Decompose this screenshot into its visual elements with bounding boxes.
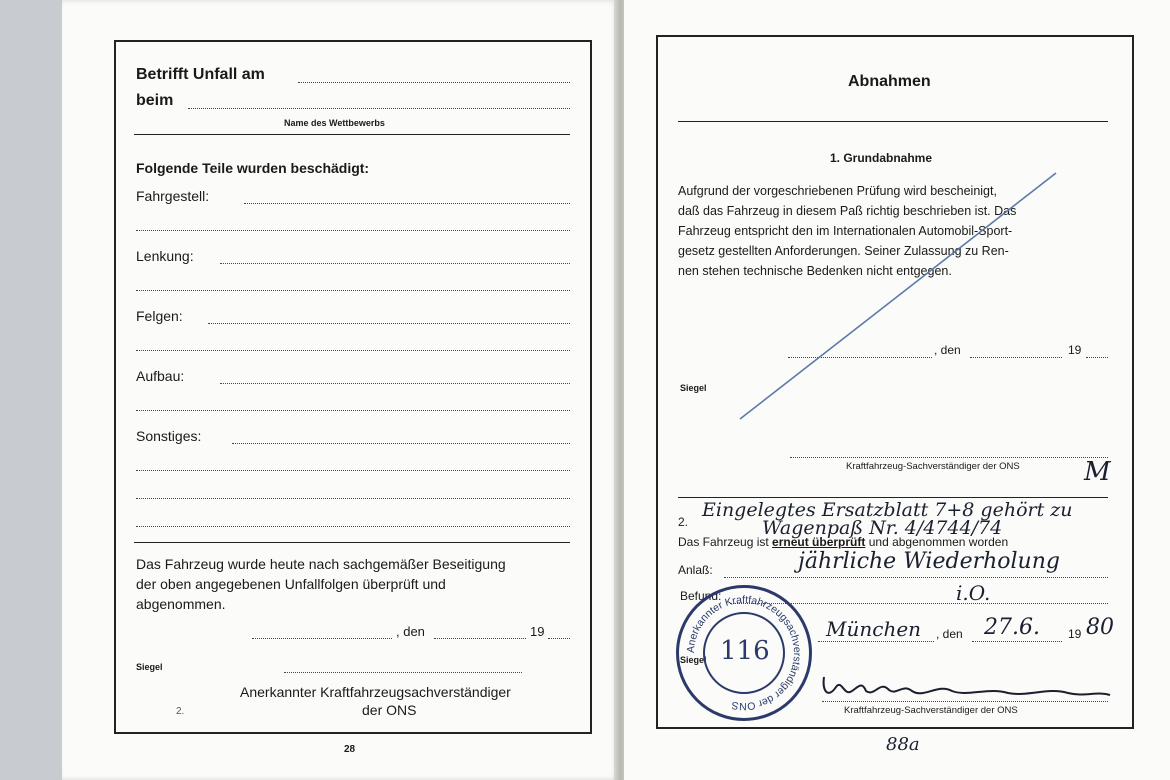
section1-line-1: Aufgrund der vorgeschriebenen Prüfung wird bescheinigt, bbox=[678, 184, 997, 198]
date-day-line[interactable] bbox=[434, 638, 526, 639]
s2-signature-line[interactable] bbox=[822, 701, 1108, 702]
s2-city: München bbox=[826, 617, 922, 641]
date-place-line[interactable] bbox=[252, 638, 392, 639]
s2-date-day: 27.6. bbox=[984, 615, 1040, 640]
s1-date-19: 19 bbox=[1068, 343, 1082, 357]
page-title: Abnahmen bbox=[848, 73, 931, 90]
signature-stroke bbox=[824, 677, 1110, 695]
event-line[interactable] bbox=[188, 108, 570, 109]
event-caption: Name des Wettbewerbs bbox=[284, 118, 385, 128]
section1-line-4: gesetz gestellten Anforderungen. Seiner Zulassung zu Ren- bbox=[678, 244, 1009, 258]
field-body-line[interactable] bbox=[220, 383, 570, 384]
s2-date-place-line[interactable] bbox=[818, 641, 934, 642]
closing-text bbox=[136, 554, 506, 614]
date-den: , den bbox=[396, 624, 425, 639]
section2-divider bbox=[678, 497, 1108, 498]
seal-label: Siegel bbox=[136, 662, 163, 672]
stamp-ring-path: Anerkannter Kraftfahrzeugsachverständiger der ONS bbox=[684, 593, 804, 713]
section2-text bbox=[678, 535, 1008, 549]
signer-line-2: der ONS bbox=[362, 702, 417, 718]
anlass-value: jährliche Wiederholung bbox=[798, 549, 1060, 574]
section1-title: 1. Grundabnahme bbox=[830, 151, 933, 165]
field-chassis-line-2[interactable] bbox=[136, 230, 570, 231]
closing-line-1: Das Fahrzeug wurde heute nach sachgemäßer Beseitigung bbox=[136, 556, 506, 572]
section2-number: 2. bbox=[678, 515, 689, 529]
befund-label: Befund: bbox=[680, 589, 722, 603]
field-other-line-4[interactable] bbox=[136, 526, 570, 527]
closing-line-3: abgenommen. bbox=[136, 596, 226, 612]
section2-text-c: und abgenommen worden bbox=[865, 535, 1009, 549]
section2-text-b: erneut überprüft bbox=[772, 535, 866, 549]
section1-line-2: daß das Fahrzeug in diesem Paß richtig beschrieben ist. Das bbox=[678, 204, 1017, 218]
s2-date-den: , den bbox=[936, 627, 963, 641]
hand-line-1: Eingelegtes Ersatzblatt 7+8 gehört zu bbox=[702, 499, 1073, 521]
left-page bbox=[62, 0, 618, 780]
field-steering-label: Lenkung: bbox=[136, 248, 194, 264]
event-label: beim bbox=[136, 92, 174, 109]
s2-date-day-line[interactable] bbox=[972, 641, 1062, 642]
right-page bbox=[624, 0, 1170, 780]
s1-signer: Kraftfahrzeug-Sachverständiger der ONS bbox=[846, 461, 1020, 472]
field-other-line-3[interactable] bbox=[136, 498, 570, 499]
closing-divider bbox=[134, 542, 570, 543]
befund-value: i.O. bbox=[956, 581, 991, 605]
margin-mark: 2. bbox=[176, 706, 185, 717]
hand-line-2: Wagenpaß Nr. 4/4744/74 bbox=[762, 517, 1003, 539]
field-steering-line[interactable] bbox=[220, 263, 570, 264]
official-stamp bbox=[676, 585, 812, 721]
field-rims-line[interactable] bbox=[208, 323, 570, 324]
field-steering-line-2[interactable] bbox=[136, 290, 570, 291]
field-other-label: Sonstiges: bbox=[136, 428, 202, 444]
s1-seal-label: Siegel bbox=[680, 383, 707, 393]
field-other-line-2[interactable] bbox=[136, 470, 570, 471]
signature-line[interactable] bbox=[284, 672, 522, 673]
s2-seal-label: Siegel bbox=[680, 655, 707, 665]
right-form-frame bbox=[656, 35, 1134, 729]
anlass-label: Anlaß: bbox=[678, 563, 713, 577]
date-19: 19 bbox=[530, 624, 545, 639]
section1-line-5: nen stehen technische Bedenken nicht entgegen. bbox=[678, 264, 952, 278]
field-body-line-2[interactable] bbox=[136, 410, 570, 411]
date-year-line[interactable] bbox=[548, 638, 570, 639]
field-rims-line-2[interactable] bbox=[136, 350, 570, 351]
s2-date-19: 19 bbox=[1068, 627, 1082, 641]
anlass-line[interactable] bbox=[724, 577, 1108, 578]
signer-line-1: Anerkannter Kraftfahrzeugsachverständiger bbox=[240, 684, 511, 700]
s2-date-year: 80 bbox=[1086, 615, 1114, 640]
field-body-label: Aufbau: bbox=[136, 368, 185, 384]
strike-line bbox=[740, 173, 1056, 419]
section1-line-3: Fahrzeug entspricht den im Internationalen Automobil-Sport- bbox=[678, 224, 1013, 238]
s1-initials: M bbox=[1084, 457, 1111, 487]
left-form-frame bbox=[114, 40, 592, 734]
section2-text-a: Das Fahrzeug ist bbox=[678, 535, 773, 549]
s1-date-den: , den bbox=[934, 343, 961, 357]
s2-signer: Kraftfahrzeug-Sachverständiger der ONS bbox=[844, 705, 1018, 716]
damage-title: Folgende Teile wurden beschädigt: bbox=[136, 160, 370, 176]
field-chassis-label: Fahrgestell: bbox=[136, 188, 210, 204]
field-rims-label: Felgen: bbox=[136, 308, 183, 324]
closing-line-2: der oben angegebenen Unfallfolgen überprüft und bbox=[136, 576, 446, 592]
accident-date-label: Betrifft Unfall am bbox=[136, 66, 265, 83]
page-number-right: 88a bbox=[886, 734, 920, 755]
accident-date-line[interactable] bbox=[298, 82, 570, 83]
field-other-line[interactable] bbox=[232, 443, 570, 444]
field-chassis-line[interactable] bbox=[244, 203, 570, 204]
stamp-number: 116 bbox=[720, 636, 770, 666]
page-number-left: 28 bbox=[344, 744, 356, 755]
header-divider bbox=[134, 134, 570, 135]
